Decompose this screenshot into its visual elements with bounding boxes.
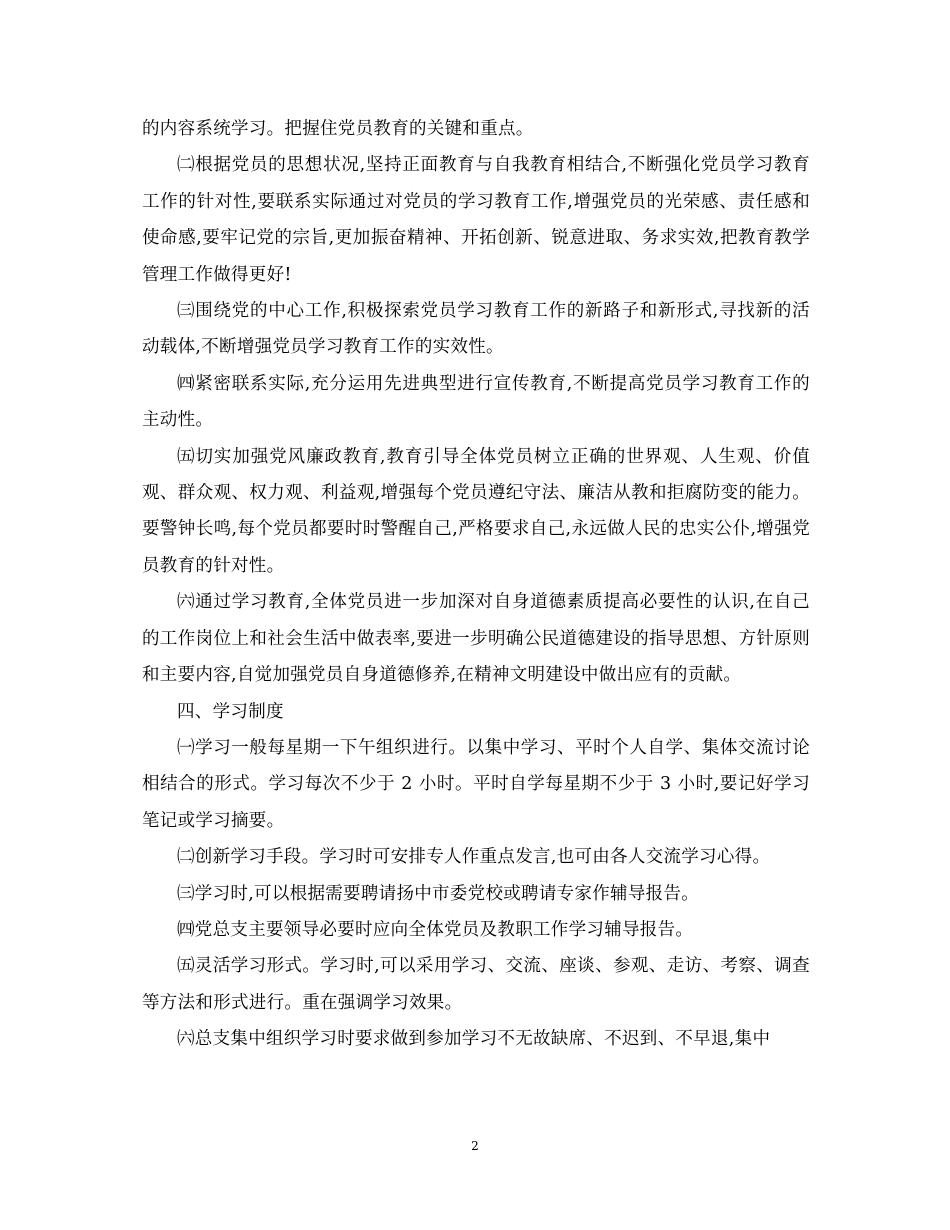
page-number: 2 — [471, 1139, 479, 1153]
paragraph-1: 的内容系统学习。把握住党员教育的关键和重点。 — [142, 119, 534, 139]
paragraph-4: ㈣紧密联系实际,充分运用先进典型进行宣传教育,不断提高党员学习教育工作的主动性。 — [142, 373, 810, 431]
paragraph-6: ㈥通过学习教育,全体党员进一步加深对自身道德素质提高必要性的认识,在自己的工作岗位上和社会生活中做表率,要进一步明确公民道德建设的指导思想、方针原则和主要内容,自觉加强党员自身道德修养,在精神文明建设中做出应有的贡献。 — [142, 592, 810, 686]
paragraph-11: ㈣党总支主要领导必要时应向全体党员及教职工作学习辅导报告。 — [177, 919, 694, 940]
paragraph-3: ㈢围绕党的中心工作,积极探索党员学习教育工作的新路子和新形式,寻找新的活动载体,不断增强党员学习教育工作的实效性。 — [142, 301, 810, 358]
paragraph-10: ㈢学习时,可以根据需要聘请扬中市委党校或聘请专家作辅导报告。 — [177, 883, 700, 904]
paragraph-5: ㈤切实加强党风廉政教育,教育引导全体党员树立正确的世界观、人生观、价值观、群众观、权力观、利益观,增强每个党员遵纪守法、廉洁从教和拒腐防变的能力。要警钟长鸣,每个党员都要时时警醒自己,严格要求自己,永远做人民的忠实公仆,增强党员教育的针对性。 — [142, 446, 810, 576]
paragraph-9: ㈡创新学习手段。学习时可安排专人作重点发言,也可由各人交流学习心得。 — [177, 847, 771, 868]
paragraph-2: ㈡根据党员的思想状况,坚持正面教育与自我教育相结合,不断强化党员学习教育工作的针对性,要联系实际通过对党员的学习教育工作,增强党员的光荣感、责任感和使命感,要牢记党的宗旨,更加振奋精神、开拓创新、锐意进取、务求实效,把教育教学管理工作做得更好! — [142, 155, 810, 285]
section-heading-study-system: 四、学习制度 — [177, 701, 284, 722]
paragraph-8: ㈠学习一般每星期一下午组织进行。以集中学习、平时个人自学、集体交流讨论相结合的形式。学习每次不少于 2 小时。平时自学每星期不少于 3 小时,要记好学习笔记或学习摘要。 — [142, 737, 810, 831]
paragraph-13: ㈥总支集中组织学习时要求做到参加学习不无故缺席、不迟到、不早退,集中 — [177, 1029, 771, 1050]
paragraph-12: ㈤灵活学习形式。学习时,可以采用学习、交流、座谈、参观、走访、考察、调查等方法和形式进行。重在强调学习效果。 — [142, 956, 810, 1013]
document-body — [142, 111, 810, 1058]
